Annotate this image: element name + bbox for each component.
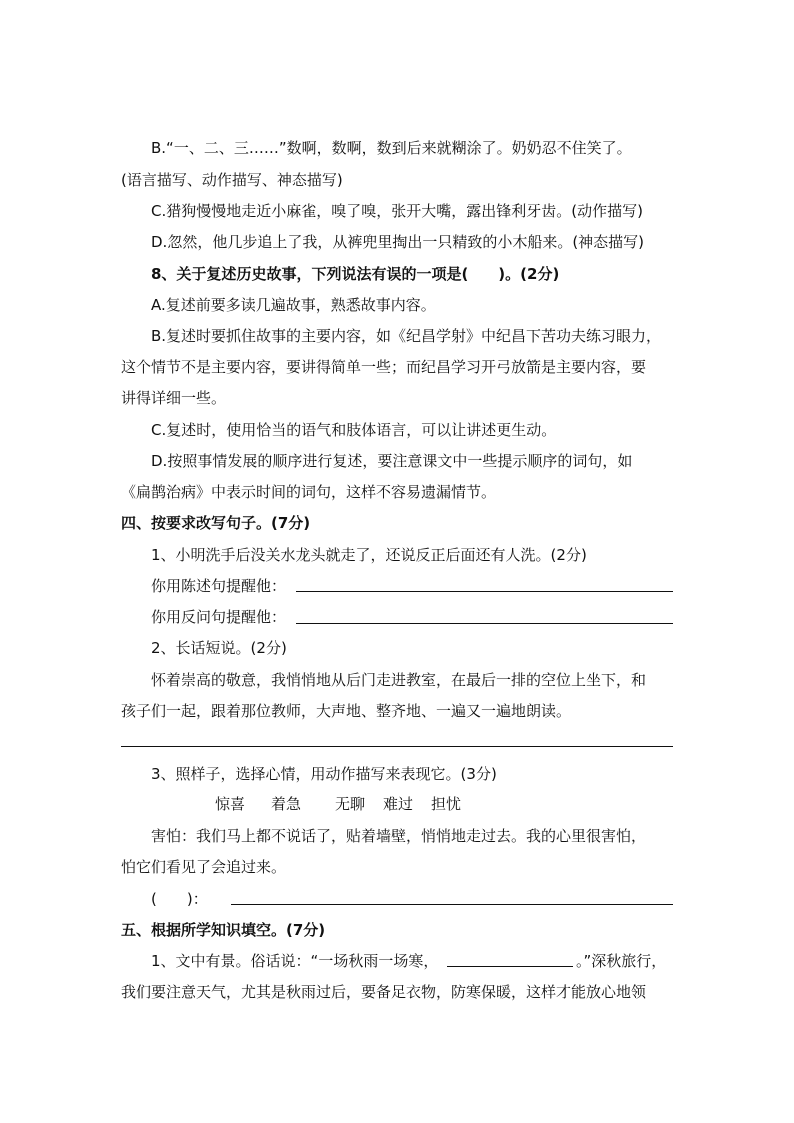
sec4-q3-example-line2: 怕它们看见了会追过来。 <box>121 858 287 876</box>
q7-option-b-note: (语言描写、动作描写、神态描写) <box>121 171 343 189</box>
mood-choice-3: 无聊 <box>335 795 366 813</box>
sec4-q3-example-line1: 害怕：我们马上都不说话了，贴着墙壁，悄悄地走过去。我的心里很害怕， <box>151 827 647 845</box>
answer-line-proverb[interactable] <box>447 966 573 967</box>
sec5-q1-prefix: 1、文中有景。俗话说：“一场秋雨一场寒， <box>151 952 439 970</box>
q8-option-b-line3: 讲得详细一些。 <box>121 389 227 407</box>
sec4-q3-blank-prefix: ( )： <box>151 890 208 908</box>
sec4-q1: 1、小明洗手后没关水龙头就走了，还说反正后面还有人洗。(2分) <box>151 546 587 564</box>
section-5-title: 五、根据所学知识填空。(7分) <box>121 921 326 939</box>
sec4-q1-statement-label: 你用陈述句提醒他： <box>151 577 287 595</box>
sec4-q2-text-line1: 怀着崇高的敬意，我悄悄地从后门走进教室，在最后一排的空位上坐下，和 <box>151 671 647 689</box>
sec5-q1-suffix: 。”深秋旅行， <box>576 952 667 970</box>
section-4-title: 四、按要求改写句子。(7分) <box>121 514 311 532</box>
mood-choice-4: 难过 <box>383 795 414 813</box>
answer-line-summary[interactable] <box>121 746 673 747</box>
mood-choice-1: 惊喜 <box>215 795 246 813</box>
mood-choice-5: 担忧 <box>431 795 462 813</box>
q8-title: 8、关于复述历史故事，下列说法有误的一项是( )。(2分) <box>151 265 560 283</box>
sec4-q1-rhetorical-label: 你用反问句提醒他： <box>151 608 287 626</box>
sec5-q1-line2: 我们要注意天气，尤其是秋雨过后，要备足衣物，防寒保暖，这样才能放心地领 <box>121 983 647 1001</box>
sec4-q2: 2、长话短说。(2分) <box>151 639 287 657</box>
q7-option-c: C.猎狗慢慢地走近小麻雀，嗅了嗅，张开大嘴，露出锋利牙齿。(动作描写) <box>151 202 643 220</box>
q7-option-d: D.忽然，他几步追上了我，从裤兜里掏出一只精致的小木船来。(神态描写) <box>151 233 645 251</box>
q8-option-b-line1: B.复述时要抓住故事的主要内容，如《纪昌学射》中纪昌下苦功夫练习眼力， <box>151 327 662 345</box>
q7-option-b: B.“一、二、三……”数啊，数啊，数到后来就糊涂了。奶奶忍不住笑了。 <box>151 139 632 157</box>
answer-line-statement[interactable] <box>296 591 673 592</box>
sec4-q3: 3、照样子，选择心情，用动作描写来表现它。(3分) <box>151 765 497 783</box>
mood-choice-2: 着急 <box>271 795 302 813</box>
q8-option-b-line2: 这个情节不是主要内容，要讲得简单一些；而纪昌学习开弓放箭是主要内容，要 <box>121 358 647 376</box>
q8-option-d-line2: 《扁鹊治病》中表示时间的词句，这样不容易遗漏情节。 <box>121 483 497 501</box>
q8-option-c: C.复述时，使用恰当的语气和肢体语言，可以让讲述更生动。 <box>151 421 557 439</box>
q8-option-d-line1: D.按照事情发展的顺序进行复述，要注意课文中一些提示顺序的词句，如 <box>151 452 633 470</box>
answer-line-rhetorical[interactable] <box>296 623 673 624</box>
sec4-q2-text-line2: 孩子们一起，跟着那位教师，大声地、整齐地、一遍又一遍地朗读。 <box>121 702 572 720</box>
q8-option-a: A.复述前要多读几遍故事，熟悉故事内容。 <box>151 296 436 314</box>
answer-line-mood[interactable] <box>231 904 673 905</box>
